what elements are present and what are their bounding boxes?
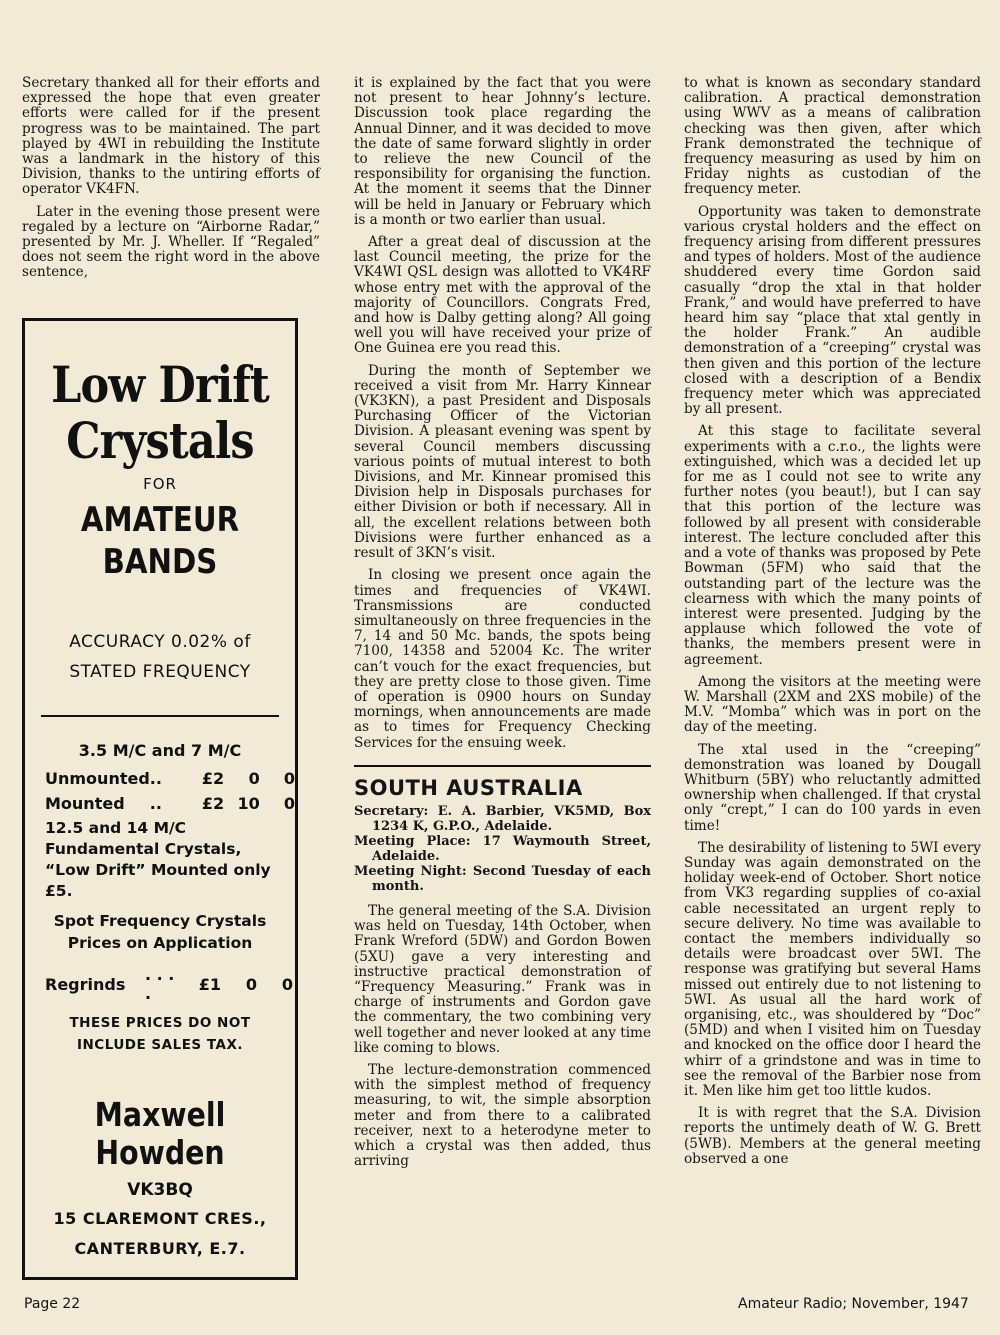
division-info	[354, 804, 651, 894]
paragraph: At this stage to facilitate several experiments with a c.r.o., the lights were extinguished, which was a decided let up for me as I could not see to write any further notes (you beaut!), but I can say that this portion of the lecture was followed by all present with considerable interest. The lecture concluded after this and a vote of thanks was proposed by Pete Bowman (5FM) who said that the outstanding part of the lecture was the clearness with which the many points of interest were presented. Judging by the applause which followed the vote of thanks, the members present were in agreement.	[684, 423, 981, 668]
ad-callsign: VK3BQ	[127, 1180, 193, 1200]
ad-subhead-line2: BANDS	[102, 542, 218, 582]
paragraph: In closing we present once again the times and frequencies of VK4WI. Transmissions are conducted simultaneously on three frequencies in the 7, 14 and 50 Mc. bands, the spots being 7100, 14358 and 52004 Kc. The writer can’t vouch for the exact frequencies, but they are pretty close to those given. Time of operation is 0900 hours on Sunday mornings, when announcements are made as to times for Frequency Checking Services for the ensuing week.	[354, 567, 651, 751]
price-pounds: £2	[201, 794, 225, 813]
publication-line: Amateur Radio; November, 1947	[738, 1296, 969, 1312]
ad-accuracy-line1: ACCURACY 0.02% of	[69, 632, 251, 652]
ad-price-table	[45, 766, 295, 816]
ad-bands: 3.5 M/C and 7 M/C	[78, 741, 242, 760]
paragraph: to what is known as secondary standard calibration. A practical demonstration using WWV as a means of calibration checking was then given, after which Frank demonstrated the technique of frequency measuring as used by him on Friday nights as custodian of the frequency meter.	[684, 75, 981, 198]
paragraph: it is explained by the fact that you were not present to hear Johnny’s lecture. Discussion took place regarding the Annual Dinner, and it was decided to move the date of same forward slightly in order to relieve the new Council of the responsibility for organising the function. At the moment it seems that the Dinner will be held in January or February which is a month or two earlier than usual.	[354, 75, 651, 228]
paragraph: It is with regret that the S.A. Division reports the untimely death of W. G. Brett (5WB). Members at the general meeting observed a one	[684, 1105, 981, 1167]
price-row	[45, 962, 293, 1006]
section-heading-south-australia: SOUTH AUSTRALIA	[354, 765, 651, 796]
ad-tax-line1: THESE PRICES DO NOT	[69, 1015, 251, 1031]
paragraph: Later in the evening those present were regaled by a lecture on “Airborne Radar,” presented by Mr. J. Wheller. If “Regaled” does not seem the right word in the above sentence,	[22, 203, 320, 281]
paragraph: Opportunity was taken to demonstrate various crystal holders and the effect on frequency arising from different pressures and types of holders. Most of the audience shuddered every time Gordon said casually “drop the xtal in that holder Frank,” and would have preferred to have heard him say “place that xtal gently in the holder Frank.” An audible demonstration of a “creeping” crystal was then given and this portion of the lecture closed with a description of a Bendix frequency meter which was appreciated by all present.	[684, 203, 981, 418]
ad-spot-line1: Spot Frequency Crystals	[53, 912, 267, 930]
division-meeting-night: Meeting Night: Second Tuesday of each month.	[354, 863, 651, 894]
price-dots: . . . .	[145, 965, 175, 1003]
ad-address-line1: 15 CLAREMONT CRES.,	[53, 1209, 267, 1228]
paragraph: During the month of September we received a visit from Mr. Harry Kinnear (VK3KN), a past President and Disposals Purchasing Officer of the Victorian Division. A pleasant evening was spent by several Council members discussing various points of mutual interest to both Divisions, and Mr. Kinnear promised this Division help in Disposals purchases for either Division or both if necessary. All in all, the excellent relations between both Divisions were further enhanced as a result of 3KN’s visit.	[354, 362, 651, 562]
division-secretary: Secretary: E. A. Barbier, VK5MD, Box 1234 K, G.P.O., Adelaide.	[354, 803, 651, 834]
page-number: Page 22	[24, 1296, 81, 1312]
price-pence: 0	[283, 794, 295, 813]
paragraph: Secretary thanked all for their efforts and expressed the hope that even greater efforts were called for if the present progress was to be maintained. The part played by 4WI in rebuilding the Institute was a landmark in the history of this Division, thanks to the untiring efforts of operator VK4FN.	[22, 75, 320, 198]
price-pence: 0	[283, 769, 295, 788]
price-shillings: 0	[245, 974, 257, 994]
ad-company-name: Maxwell Howden	[94, 1095, 226, 1172]
ad-headline-line2: Crystals	[66, 411, 254, 470]
price-label: Mounted	[45, 794, 125, 813]
ad-subhead-line1: AMATEUR	[80, 500, 240, 540]
price-pounds: £2	[201, 769, 225, 788]
price-label: Unmounted	[45, 769, 150, 788]
ad-regrinds-table	[45, 962, 293, 1006]
paragraph: The lecture-demonstration commenced with the simplest method of frequency measuring, to wit, the simple absorption meter and from there to a calibrated receiver, next to a heterodyne meter to which a crystal was then added, thus arriving	[354, 1061, 651, 1170]
paragraph: The general meeting of the S.A. Division was held on Tuesday, 14th October, when Frank Wreford (5DW) and Gordon Bowen (5XU) gave a very interesting and instructive practical demonstration of “Frequency Measuring.” Frank was in charge of instruments and Gordon gave the commentary, the two combining very well together and never looked at any time like coming to blows.	[354, 902, 651, 1056]
paragraph: The desirability of listening to 5WI every Sunday was again demonstrated on the holiday week-end of October. Short notice from VK3 regarding supplies of co-axial cable necessitated an urgent reply to secure delivery. No time was available to contact the members individually so details were broadcast over 5WI. The response was gratifying but several Hams missed out entirely due to not listening to 5WI. As usual all the hard work of organising, etc., was shouldered by “Doc” (5MD) and when I visited him on Tuesday and knocked on the office door I heard the whirr of a grindstone and was in time to see the removal of the Barbier nose from it. Men like him get too little kudos.	[684, 839, 981, 1099]
ad-fundamental-crystals: 12.5 and 14 M/C Fundamental Crystals, “Low Drift” Mounted only £5.	[45, 819, 271, 900]
column-3	[684, 76, 981, 1174]
price-label: Regrinds	[45, 974, 126, 994]
price-pence: 0	[281, 974, 293, 994]
price-dots: ..	[149, 769, 162, 788]
price-pounds: £1	[198, 974, 221, 994]
ad-headline-line1: Low Drift	[51, 355, 269, 414]
ad-for: FOR	[143, 475, 177, 493]
ad-accuracy-line2: STATED FREQUENCY	[69, 662, 251, 682]
paragraph: Among the visitors at the meeting were W. Marshall (2XM and 2XS mobile) of the M.V. “Momba” which was in port on the day of the meeting.	[684, 673, 981, 736]
price-row	[45, 766, 295, 791]
price-shillings: 10	[237, 794, 260, 813]
ad-address-line2: CANTERBURY, E.7.	[74, 1239, 246, 1258]
ad-tax-line2: INCLUDE SALES TAX.	[76, 1037, 243, 1053]
column-2	[354, 76, 651, 1176]
ad-spot-line2: Prices on Application	[67, 934, 253, 952]
price-shillings: 0	[248, 769, 260, 788]
ad-divider	[41, 715, 279, 717]
paragraph: The xtal used in the “creeping” demonstration was loaned by Dougall Whitburn (5BY) who reluctantly admitted ownership when challenged. If that crystal only “crept,” I can do 100 yards in even time!	[684, 741, 981, 834]
price-dots: ..	[149, 794, 162, 813]
division-meeting-place: Meeting Place: 17 Waymouth Street, Adelaide.	[354, 833, 651, 864]
crystals-advertisement	[22, 318, 298, 1280]
price-row	[45, 791, 295, 816]
paragraph: After a great deal of discussion at the last Council meeting, the prize for the VK4WI QSL design was allotted to VK4RF whose entry met with the approval of the majority of Councillors. Congrats Fred, and how is Dalby getting along? All going well you will have received your prize of One Guinea ere you read this.	[354, 234, 651, 357]
column-1	[22, 76, 320, 288]
